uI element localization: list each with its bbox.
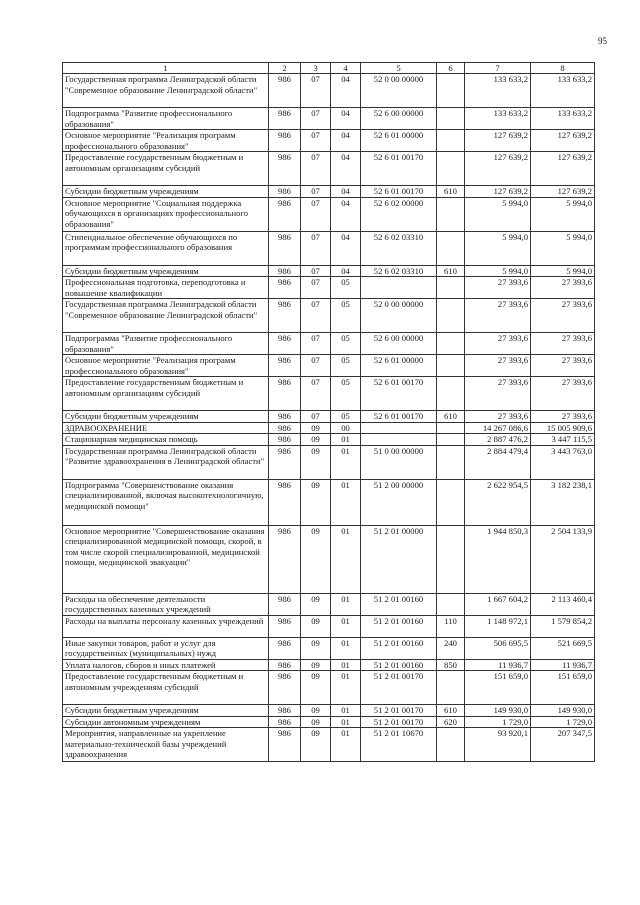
row-expense-type-code bbox=[437, 299, 465, 333]
row-admin-code: 986 bbox=[269, 716, 301, 728]
row-amount-year1: 506 695,5 bbox=[465, 637, 531, 659]
row-subsection-code: 01 bbox=[331, 525, 361, 593]
row-admin-code: 986 bbox=[269, 445, 301, 479]
table-row bbox=[63, 479, 595, 525]
row-target-code: 51 2 01 00170 bbox=[361, 671, 437, 705]
row-section-code: 07 bbox=[301, 377, 331, 411]
row-target-code: 51 2 01 00000 bbox=[361, 525, 437, 593]
row-amount-year2: 133 633,2 bbox=[531, 74, 595, 108]
row-subsection-code: 05 bbox=[331, 355, 361, 377]
row-admin-code: 986 bbox=[269, 434, 301, 446]
row-name: Мероприятия, направленные на укрепление материально-технической базы учреждений здравоохранения bbox=[63, 728, 269, 762]
table-row bbox=[63, 265, 595, 277]
row-amount-year2: 2 504 133,9 bbox=[531, 525, 595, 593]
row-admin-code: 986 bbox=[269, 615, 301, 637]
row-target-code: 51 2 01 00160 bbox=[361, 593, 437, 615]
row-name: Подпрограмма "Развитие профессионального образования" bbox=[63, 333, 269, 355]
row-expense-type-code bbox=[437, 445, 465, 479]
row-subsection-code: 04 bbox=[331, 231, 361, 265]
row-subsection-code: 04 bbox=[331, 108, 361, 130]
row-amount-year2: 5 994,0 bbox=[531, 231, 595, 265]
row-admin-code: 986 bbox=[269, 277, 301, 299]
row-target-code: 52 6 01 00170 bbox=[361, 377, 437, 411]
row-admin-code: 986 bbox=[269, 525, 301, 593]
row-name: Основное мероприятие "Совершенствование оказания специализированной медицинской помощи, скорой, в том числе скорой специализированной, медицинской помощи, медицинской эвакуации" bbox=[63, 525, 269, 593]
row-amount-year1: 27 393,6 bbox=[465, 377, 531, 411]
row-name: Предоставление государственным бюджетным и автономным организациям субсидий bbox=[63, 377, 269, 411]
row-amount-year2: 127 639,2 bbox=[531, 130, 595, 152]
table-row bbox=[63, 434, 595, 446]
row-name: Стационарная медицинская помощь bbox=[63, 434, 269, 446]
row-target-code: 51 0 00 00000 bbox=[361, 445, 437, 479]
row-amount-year2: 11 936,7 bbox=[531, 659, 595, 671]
row-target-code: 51 2 00 00000 bbox=[361, 479, 437, 525]
row-expense-type-code bbox=[437, 593, 465, 615]
row-amount-year2: 3 443 763,0 bbox=[531, 445, 595, 479]
row-name: Государственная программа Ленинградской области "Развитие здравоохранения в Ленинградской области" bbox=[63, 445, 269, 479]
row-expense-type-code: 610 bbox=[437, 411, 465, 423]
row-admin-code: 986 bbox=[269, 479, 301, 525]
row-admin-code: 986 bbox=[269, 593, 301, 615]
row-expense-type-code bbox=[437, 479, 465, 525]
row-expense-type-code bbox=[437, 130, 465, 152]
row-subsection-code: 01 bbox=[331, 479, 361, 525]
row-name: Основное мероприятие "Реализация программ профессионального образования" bbox=[63, 355, 269, 377]
row-amount-year1: 1 148 972,1 bbox=[465, 615, 531, 637]
table-row bbox=[63, 186, 595, 198]
row-amount-year1: 149 930,0 bbox=[465, 705, 531, 717]
row-target-code: 51 2 01 10670 bbox=[361, 728, 437, 762]
column-header: 7 bbox=[465, 63, 531, 74]
table-row bbox=[63, 355, 595, 377]
row-section-code: 09 bbox=[301, 671, 331, 705]
row-target-code: 51 2 01 00170 bbox=[361, 705, 437, 717]
row-section-code: 07 bbox=[301, 411, 331, 423]
table-row bbox=[63, 637, 595, 659]
row-subsection-code: 01 bbox=[331, 445, 361, 479]
table-row bbox=[63, 705, 595, 717]
row-admin-code: 986 bbox=[269, 377, 301, 411]
row-subsection-code: 01 bbox=[331, 637, 361, 659]
row-subsection-code: 01 bbox=[331, 593, 361, 615]
row-amount-year1: 1 667 604,2 bbox=[465, 593, 531, 615]
row-amount-year2: 27 393,6 bbox=[531, 377, 595, 411]
row-admin-code: 986 bbox=[269, 637, 301, 659]
row-amount-year1: 5 994,0 bbox=[465, 265, 531, 277]
row-section-code: 07 bbox=[301, 265, 331, 277]
table-row bbox=[63, 422, 595, 434]
table-row bbox=[63, 377, 595, 411]
table-row bbox=[63, 728, 595, 762]
row-amount-year2: 27 393,6 bbox=[531, 355, 595, 377]
row-expense-type-code bbox=[437, 152, 465, 186]
row-amount-year1: 127 639,2 bbox=[465, 186, 531, 198]
row-amount-year1: 127 639,2 bbox=[465, 152, 531, 186]
row-amount-year1: 27 393,6 bbox=[465, 277, 531, 299]
row-target-code: 52 6 01 00170 bbox=[361, 152, 437, 186]
row-amount-year2: 151 659,0 bbox=[531, 671, 595, 705]
row-name: Субсидии бюджетным учреждениям bbox=[63, 411, 269, 423]
table-row bbox=[63, 130, 595, 152]
row-amount-year2: 133 633,2 bbox=[531, 108, 595, 130]
row-name: Профессиональная подготовка, переподготовка и повышение квалификации bbox=[63, 277, 269, 299]
row-section-code: 09 bbox=[301, 593, 331, 615]
row-amount-year2: 149 930,0 bbox=[531, 705, 595, 717]
table-row bbox=[63, 671, 595, 705]
row-name: Субсидии бюджетным учреждениям bbox=[63, 265, 269, 277]
row-target-code bbox=[361, 434, 437, 446]
row-name: Государственная программа Ленинградской области "Современное образование Ленинградской области" bbox=[63, 299, 269, 333]
table-row bbox=[63, 411, 595, 423]
row-name: Государственная программа Ленинградской области "Современное образование Ленинградской области" bbox=[63, 74, 269, 108]
row-section-code: 07 bbox=[301, 186, 331, 198]
row-name: ЗДРАВООХРАНЕНИЕ bbox=[63, 422, 269, 434]
table-row bbox=[63, 716, 595, 728]
row-name: Субсидии автономным учреждениям bbox=[63, 716, 269, 728]
row-admin-code: 986 bbox=[269, 299, 301, 333]
row-admin-code: 986 bbox=[269, 671, 301, 705]
row-section-code: 09 bbox=[301, 479, 331, 525]
row-target-code: 52 6 00 00000 bbox=[361, 108, 437, 130]
row-admin-code: 986 bbox=[269, 265, 301, 277]
row-name: Подпрограмма "Развитие профессионального образования" bbox=[63, 108, 269, 130]
row-section-code: 07 bbox=[301, 108, 331, 130]
row-section-code: 09 bbox=[301, 445, 331, 479]
row-subsection-code: 04 bbox=[331, 152, 361, 186]
table-row bbox=[63, 615, 595, 637]
row-expense-type-code bbox=[437, 422, 465, 434]
row-section-code: 07 bbox=[301, 74, 331, 108]
row-amount-year2: 1 729,0 bbox=[531, 716, 595, 728]
row-section-code: 09 bbox=[301, 728, 331, 762]
row-amount-year1: 27 393,6 bbox=[465, 355, 531, 377]
row-admin-code: 986 bbox=[269, 411, 301, 423]
row-target-code: 52 6 02 03310 bbox=[361, 231, 437, 265]
row-expense-type-code bbox=[437, 231, 465, 265]
column-header: 6 bbox=[437, 63, 465, 74]
row-subsection-code: 05 bbox=[331, 377, 361, 411]
row-admin-code: 986 bbox=[269, 333, 301, 355]
row-expense-type-code bbox=[437, 525, 465, 593]
row-target-code: 52 0 00 00000 bbox=[361, 299, 437, 333]
row-subsection-code: 05 bbox=[331, 333, 361, 355]
row-expense-type-code: 110 bbox=[437, 615, 465, 637]
row-amount-year2: 521 669,5 bbox=[531, 637, 595, 659]
row-target-code: 52 6 02 03310 bbox=[361, 265, 437, 277]
row-amount-year2: 127 639,2 bbox=[531, 152, 595, 186]
row-amount-year1: 1 944 850,3 bbox=[465, 525, 531, 593]
row-amount-year1: 2 887 476,2 bbox=[465, 434, 531, 446]
row-target-code: 52 6 01 00170 bbox=[361, 411, 437, 423]
row-target-code: 52 6 01 00000 bbox=[361, 355, 437, 377]
row-subsection-code: 04 bbox=[331, 186, 361, 198]
row-admin-code: 986 bbox=[269, 422, 301, 434]
row-admin-code: 986 bbox=[269, 108, 301, 130]
row-expense-type-code bbox=[437, 355, 465, 377]
row-section-code: 07 bbox=[301, 333, 331, 355]
row-section-code: 07 bbox=[301, 299, 331, 333]
row-name: Предоставление государственным бюджетным и автономным учреждениям субсидий bbox=[63, 671, 269, 705]
row-amount-year2: 2 113 460,4 bbox=[531, 593, 595, 615]
row-expense-type-code: 610 bbox=[437, 186, 465, 198]
row-amount-year1: 2 884 479,4 bbox=[465, 445, 531, 479]
row-target-code bbox=[361, 277, 437, 299]
row-section-code: 07 bbox=[301, 197, 331, 231]
column-header: 2 bbox=[269, 63, 301, 74]
row-amount-year2: 27 393,6 bbox=[531, 333, 595, 355]
row-amount-year2: 3 447 115,5 bbox=[531, 434, 595, 446]
row-subsection-code: 05 bbox=[331, 299, 361, 333]
budget-table bbox=[62, 62, 595, 762]
row-subsection-code: 00 bbox=[331, 422, 361, 434]
table-row bbox=[63, 525, 595, 593]
row-section-code: 07 bbox=[301, 231, 331, 265]
row-expense-type-code bbox=[437, 434, 465, 446]
row-expense-type-code: 620 bbox=[437, 716, 465, 728]
row-name: Иные закупки товаров, работ и услуг для государственных (муниципальных) нужд bbox=[63, 637, 269, 659]
row-expense-type-code bbox=[437, 377, 465, 411]
row-amount-year2: 27 393,6 bbox=[531, 277, 595, 299]
row-amount-year1: 27 393,6 bbox=[465, 299, 531, 333]
row-amount-year2: 5 994,0 bbox=[531, 197, 595, 231]
table-row bbox=[63, 197, 595, 231]
row-target-code: 51 2 01 00160 bbox=[361, 659, 437, 671]
column-header: 3 bbox=[301, 63, 331, 74]
row-target-code: 51 2 01 00160 bbox=[361, 615, 437, 637]
row-expense-type-code bbox=[437, 671, 465, 705]
row-amount-year1: 5 994,0 bbox=[465, 231, 531, 265]
row-name: Предоставление государственным бюджетным и автономным организациям субсидий bbox=[63, 152, 269, 186]
row-name: Расходы на выплаты персоналу казенных учреждений bbox=[63, 615, 269, 637]
row-subsection-code: 04 bbox=[331, 130, 361, 152]
row-expense-type-code bbox=[437, 728, 465, 762]
row-section-code: 09 bbox=[301, 659, 331, 671]
column-header: 5 bbox=[361, 63, 437, 74]
row-section-code: 07 bbox=[301, 355, 331, 377]
table-row bbox=[63, 74, 595, 108]
row-admin-code: 986 bbox=[269, 659, 301, 671]
row-subsection-code: 01 bbox=[331, 671, 361, 705]
row-amount-year1: 27 393,6 bbox=[465, 411, 531, 423]
row-expense-type-code bbox=[437, 74, 465, 108]
row-name: Основное мероприятие "Социальная поддержка обучающихся в организациях профессионального образования" bbox=[63, 197, 269, 231]
row-admin-code: 986 bbox=[269, 186, 301, 198]
row-amount-year2: 127 639,2 bbox=[531, 186, 595, 198]
row-admin-code: 986 bbox=[269, 705, 301, 717]
row-subsection-code: 01 bbox=[331, 434, 361, 446]
row-amount-year1: 2 622 954,5 bbox=[465, 479, 531, 525]
row-amount-year1: 93 920,1 bbox=[465, 728, 531, 762]
table-row bbox=[63, 299, 595, 333]
row-subsection-code: 01 bbox=[331, 716, 361, 728]
row-expense-type-code bbox=[437, 277, 465, 299]
row-section-code: 09 bbox=[301, 422, 331, 434]
row-amount-year1: 127 639,2 bbox=[465, 130, 531, 152]
page-number: 95 bbox=[598, 36, 607, 46]
table-row bbox=[63, 445, 595, 479]
row-name: Субсидии бюджетным учреждениям bbox=[63, 186, 269, 198]
row-amount-year1: 11 936,7 bbox=[465, 659, 531, 671]
table-header-row bbox=[63, 63, 595, 74]
row-expense-type-code: 240 bbox=[437, 637, 465, 659]
row-admin-code: 986 bbox=[269, 74, 301, 108]
row-admin-code: 986 bbox=[269, 231, 301, 265]
row-subsection-code: 01 bbox=[331, 615, 361, 637]
column-header: 4 bbox=[331, 63, 361, 74]
row-target-code: 52 0 00 00000 bbox=[361, 74, 437, 108]
table-row bbox=[63, 333, 595, 355]
row-name: Стипендиальное обеспечение обучающихся по программам профессионального образования bbox=[63, 231, 269, 265]
row-subsection-code: 01 bbox=[331, 705, 361, 717]
row-section-code: 09 bbox=[301, 705, 331, 717]
row-section-code: 07 bbox=[301, 152, 331, 186]
table-row bbox=[63, 108, 595, 130]
row-amount-year2: 27 393,6 bbox=[531, 411, 595, 423]
row-expense-type-code: 850 bbox=[437, 659, 465, 671]
row-amount-year1: 133 633,2 bbox=[465, 74, 531, 108]
row-expense-type-code bbox=[437, 333, 465, 355]
column-header: 1 bbox=[63, 63, 269, 74]
row-subsection-code: 01 bbox=[331, 659, 361, 671]
row-amount-year1: 151 659,0 bbox=[465, 671, 531, 705]
row-section-code: 09 bbox=[301, 525, 331, 593]
table-row bbox=[63, 593, 595, 615]
row-target-code: 51 2 01 00160 bbox=[361, 637, 437, 659]
row-admin-code: 986 bbox=[269, 355, 301, 377]
row-name: Уплата налогов, сборов и иных платежей bbox=[63, 659, 269, 671]
table-row bbox=[63, 659, 595, 671]
row-section-code: 09 bbox=[301, 637, 331, 659]
table-row bbox=[63, 277, 595, 299]
row-name: Расходы на обеспечение деятельности государственных казенных учреждений bbox=[63, 593, 269, 615]
row-expense-type-code: 610 bbox=[437, 705, 465, 717]
row-amount-year2: 207 347,5 bbox=[531, 728, 595, 762]
row-amount-year1: 27 393,6 bbox=[465, 333, 531, 355]
row-expense-type-code bbox=[437, 108, 465, 130]
row-target-code: 52 6 01 00170 bbox=[361, 186, 437, 198]
row-amount-year2: 27 393,6 bbox=[531, 299, 595, 333]
row-subsection-code: 04 bbox=[331, 197, 361, 231]
row-amount-year1: 133 633,2 bbox=[465, 108, 531, 130]
row-amount-year1: 5 994,0 bbox=[465, 197, 531, 231]
row-subsection-code: 05 bbox=[331, 411, 361, 423]
row-name: Основное мероприятие "Реализация программ профессионального образования" bbox=[63, 130, 269, 152]
row-amount-year2: 5 994,0 bbox=[531, 265, 595, 277]
row-admin-code: 986 bbox=[269, 130, 301, 152]
row-subsection-code: 05 bbox=[331, 277, 361, 299]
row-section-code: 09 bbox=[301, 434, 331, 446]
row-expense-type-code bbox=[437, 197, 465, 231]
row-target-code bbox=[361, 422, 437, 434]
row-name: Подпрограмма "Совершенствование оказания специализированной, включая высокотехнологичную, медицинской помощи" bbox=[63, 479, 269, 525]
row-amount-year2: 15 005 909,6 bbox=[531, 422, 595, 434]
row-expense-type-code: 610 bbox=[437, 265, 465, 277]
row-section-code: 09 bbox=[301, 716, 331, 728]
row-amount-year1: 1 729,0 bbox=[465, 716, 531, 728]
row-subsection-code: 04 bbox=[331, 74, 361, 108]
row-target-code: 52 6 00 00000 bbox=[361, 333, 437, 355]
column-header: 8 bbox=[531, 63, 595, 74]
row-section-code: 09 bbox=[301, 615, 331, 637]
row-subsection-code: 04 bbox=[331, 265, 361, 277]
table-row bbox=[63, 231, 595, 265]
row-target-code: 51 2 01 00170 bbox=[361, 716, 437, 728]
table-row bbox=[63, 152, 595, 186]
row-admin-code: 986 bbox=[269, 152, 301, 186]
row-section-code: 07 bbox=[301, 277, 331, 299]
row-admin-code: 986 bbox=[269, 728, 301, 762]
row-amount-year2: 3 182 238,1 bbox=[531, 479, 595, 525]
row-amount-year1: 14 267 086,6 bbox=[465, 422, 531, 434]
row-name: Субсидии бюджетным учреждениям bbox=[63, 705, 269, 717]
row-subsection-code: 01 bbox=[331, 728, 361, 762]
row-target-code: 52 6 01 00000 bbox=[361, 130, 437, 152]
row-admin-code: 986 bbox=[269, 197, 301, 231]
row-amount-year2: 1 579 854,2 bbox=[531, 615, 595, 637]
row-target-code: 52 6 02 00000 bbox=[361, 197, 437, 231]
row-section-code: 07 bbox=[301, 130, 331, 152]
